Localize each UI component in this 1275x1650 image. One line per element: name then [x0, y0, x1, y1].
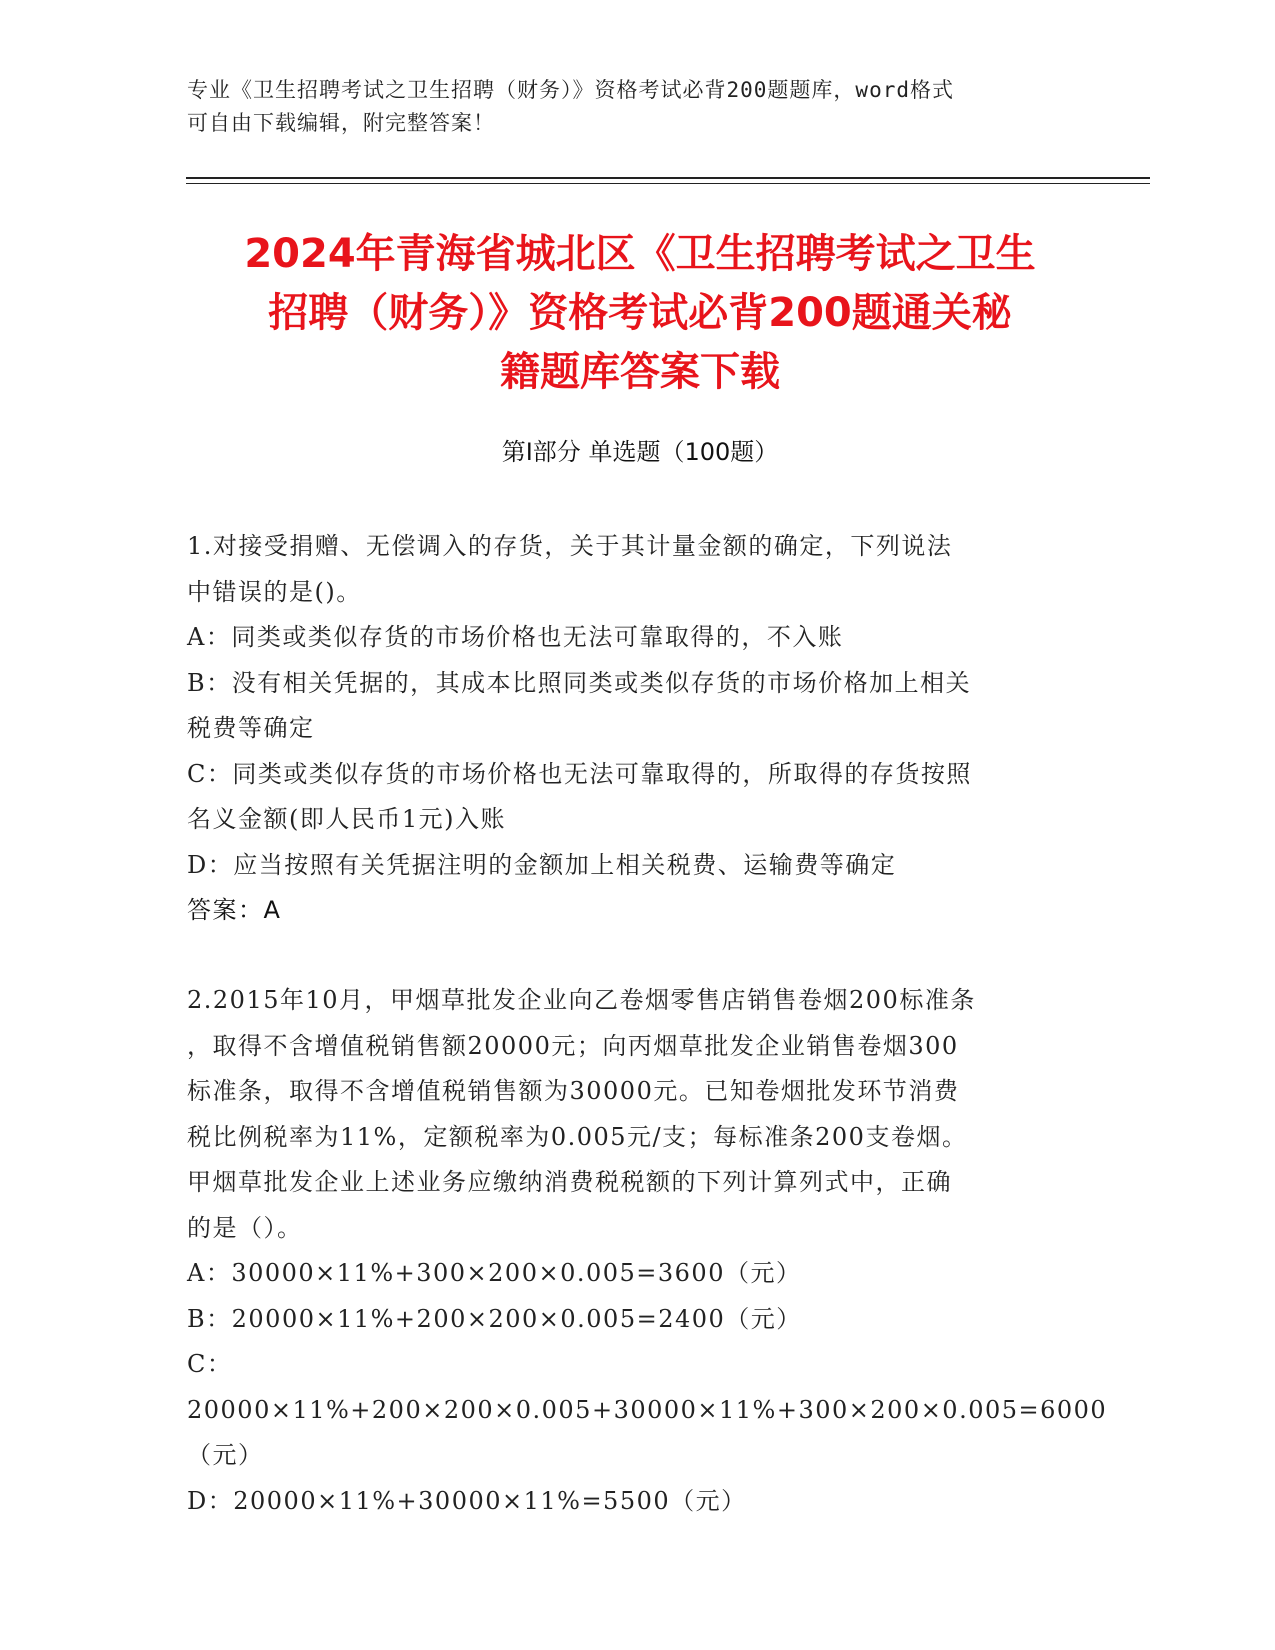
- option-a: A：同类或类似存货的市场价格也无法可靠取得的，不入账: [187, 623, 844, 651]
- question-stem-line: 2.2015年10月，甲烟草批发企业向乙卷烟零售店销售卷烟200标准条: [187, 986, 976, 1014]
- option-d: D：20000×11%+30000×11%=5500（元）: [187, 1486, 747, 1515]
- option-b: B：没有相关凭据的，其成本比照同类或类似存货的市场价格加上相关: [187, 668, 972, 697]
- document-title: [180, 225, 1100, 402]
- question-stem-line: 1.对接受捐赠、无偿调入的存货，关于其计量金额的确定，下列说法: [187, 532, 953, 560]
- header-note: [187, 74, 1067, 140]
- option-d: D：应当按照有关凭据注明的金额加上相关税费、运输费等确定: [187, 850, 897, 879]
- title-line: 招聘（财务）》资格考试必背200题通关秘: [268, 290, 1012, 336]
- option-c: C：同类或类似存货的市场价格也无法可靠取得的，所取得的存货按照: [187, 759, 972, 788]
- option-b: B：20000×11%+200×200×0.005=2400（元）: [187, 1304, 802, 1333]
- question-stem-line: 税比例税率为11%，定额税率为0.005元/支；每标准条200支卷烟。: [187, 1122, 968, 1151]
- question-1: [187, 524, 1077, 934]
- option-c-continued: （元）: [187, 1441, 264, 1469]
- header-note-line: 专业《卫生招聘考试之卫生招聘（财务）》资格考试必背200题题库，word格式: [187, 78, 954, 102]
- header-note-line: 可自由下载编辑，附完整答案！: [187, 111, 495, 135]
- option-c: C：20000×11%+200×200×0.005+30000×11%+300×200×0.005=6000: [187, 1350, 1108, 1424]
- title-line: 籍题库答案下载: [500, 349, 780, 395]
- answer-line: 答案：A: [187, 896, 282, 924]
- question-stem-line: 的是（）。: [187, 1213, 303, 1242]
- question-stem-line: 中错误的是()。: [187, 577, 362, 606]
- option-c-continued: 名义金额(即人民币1元)入账: [187, 805, 506, 833]
- header-divider-thin: [186, 183, 1150, 184]
- question-stem-line: ，取得不含增值税销售额20000元；向丙烟草批发企业销售卷烟300: [187, 1031, 959, 1060]
- question-stem-line: 甲烟草批发企业上述业务应缴纳消费税税额的下列计算列式中，正确: [187, 1168, 952, 1196]
- title-line: 2024年青海省城北区《卫生招聘考试之卫生: [244, 231, 1036, 277]
- question-2: [187, 978, 1108, 1524]
- option-b-continued: 税费等确定: [187, 714, 315, 742]
- section-title: 第Ⅰ部分 单选题（100题）: [501, 438, 779, 466]
- option-a: A：30000×11%+300×200×0.005=3600（元）: [187, 1259, 802, 1287]
- question-stem-line: 标准条，取得不含增值税销售额为30000元。已知卷烟批发环节消费: [187, 1077, 960, 1105]
- header-divider-thick: [186, 177, 1150, 179]
